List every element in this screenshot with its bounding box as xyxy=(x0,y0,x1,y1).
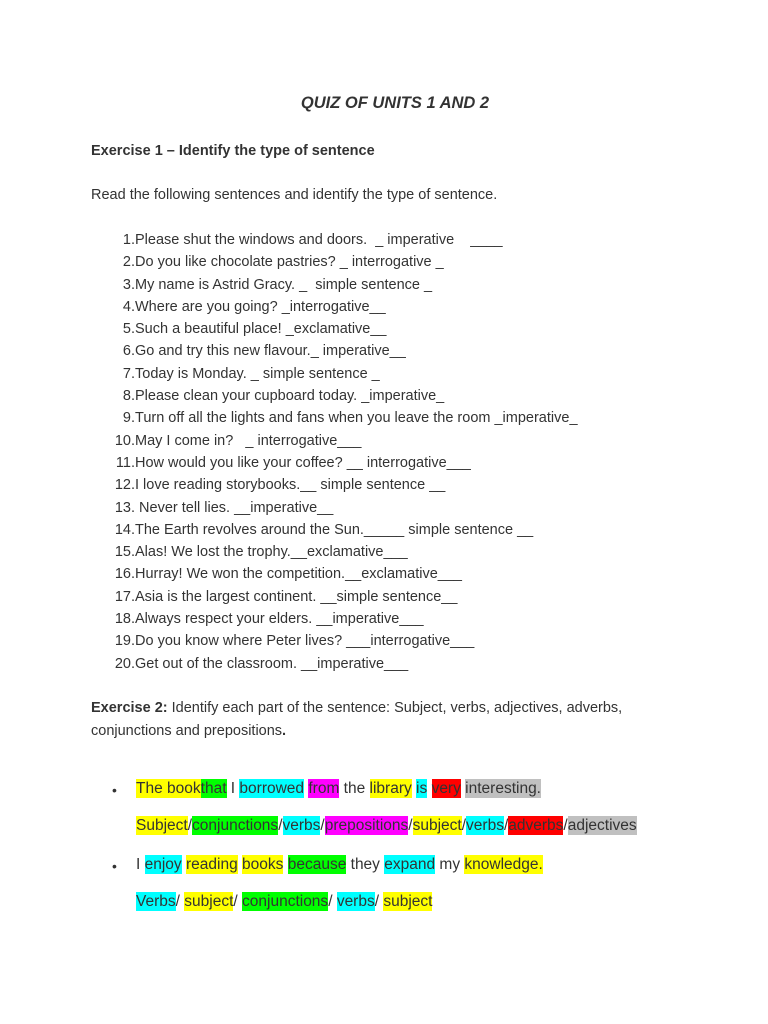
exercise2-instruction: Identify each part of the sentence: Subject, verbs, adjectives, adverbs, conjunctions and prepositions xyxy=(91,700,623,739)
exercise2-intro: Exercise 2: Identify each part of the sentence: Subject, verbs, adjectives, adverbs, conjunctions and prepositions. xyxy=(91,700,623,739)
bullet-icon: • xyxy=(112,782,117,798)
exercise2-label: Exercise 2: xyxy=(91,700,168,716)
exercise1-instruction: Read the following sentences and identify the type of sentence. xyxy=(91,187,498,203)
answer-2: Verbs/ subject/ conjunctions/ verbs/ subject xyxy=(136,893,433,910)
answer-1: Subject/conjunctions/verbs/prepositions/subject/verbs/adverbs/adjectives xyxy=(136,817,637,834)
exercise1-heading: Exercise 1 – Identify the type of sentence xyxy=(91,143,375,159)
document-page: QUIZ OF UNITS 1 AND 2 Exercise 1 – Identify the type of sentence Read the following sentences and identify the type of sentence. 1. Please shut the windows and doors. _ imperative ____ 2. Do you like chocolate pastries? _ interrogative _ 3. My name is Astrid Gracy. _ simple sentence _ 4. Where are you going? _interrogative__ 5. Such a beautiful place! _exclamative__ 6. Go and try this new flavour._ imperative__ 7. Today is Monday. _ simple sentence _ 8. Please clean your cupboard today. _imperative_ 9. Turn off all the lights and fans when you leave the room _imperative_ 10. May I come in? _ interrogative___ 11. How would you like your coffee? __ interrogative___ 12. I love reading storybooks.__ simple sentence __ 13. Never tell lies. __imperative__ 14. The Earth revolves around the Sun._____ simple sentence __ 15. Alas! We lost the trophy.__exclamative___ 16. Hurray! We won the competition.__exclamative___ 17. Asia is the largest continent. __simple sentence__ 18. Always respect your elders. __imperative___ 19. Do you know where Peter lives? ___interrogative___ 20. Get out of the classroom. __imperative___ Exercise 2: Identify each part of the sentence: Subject, verbs, adjectives, adverbs, conjunctions and prepositions. • The bookthat I borrowed from the library is very interesting. Subject/conjunctions/verbs/prepositions/subject/verbs/adverbs/adjectives • I enjoy reading books because they expand my knowledge. Verbs/ subject/ conjunctions/ verbs/ subject xyxy=(0,0,768,1024)
sentence-2: I enjoy reading books because they expand my knowledge. xyxy=(136,856,543,873)
page-title: QUIZ OF UNITS 1 AND 2 xyxy=(300,94,490,112)
bullet-icon: • xyxy=(112,858,117,874)
sentence-1: The bookthat I borrowed from the library is very interesting. xyxy=(136,780,541,797)
